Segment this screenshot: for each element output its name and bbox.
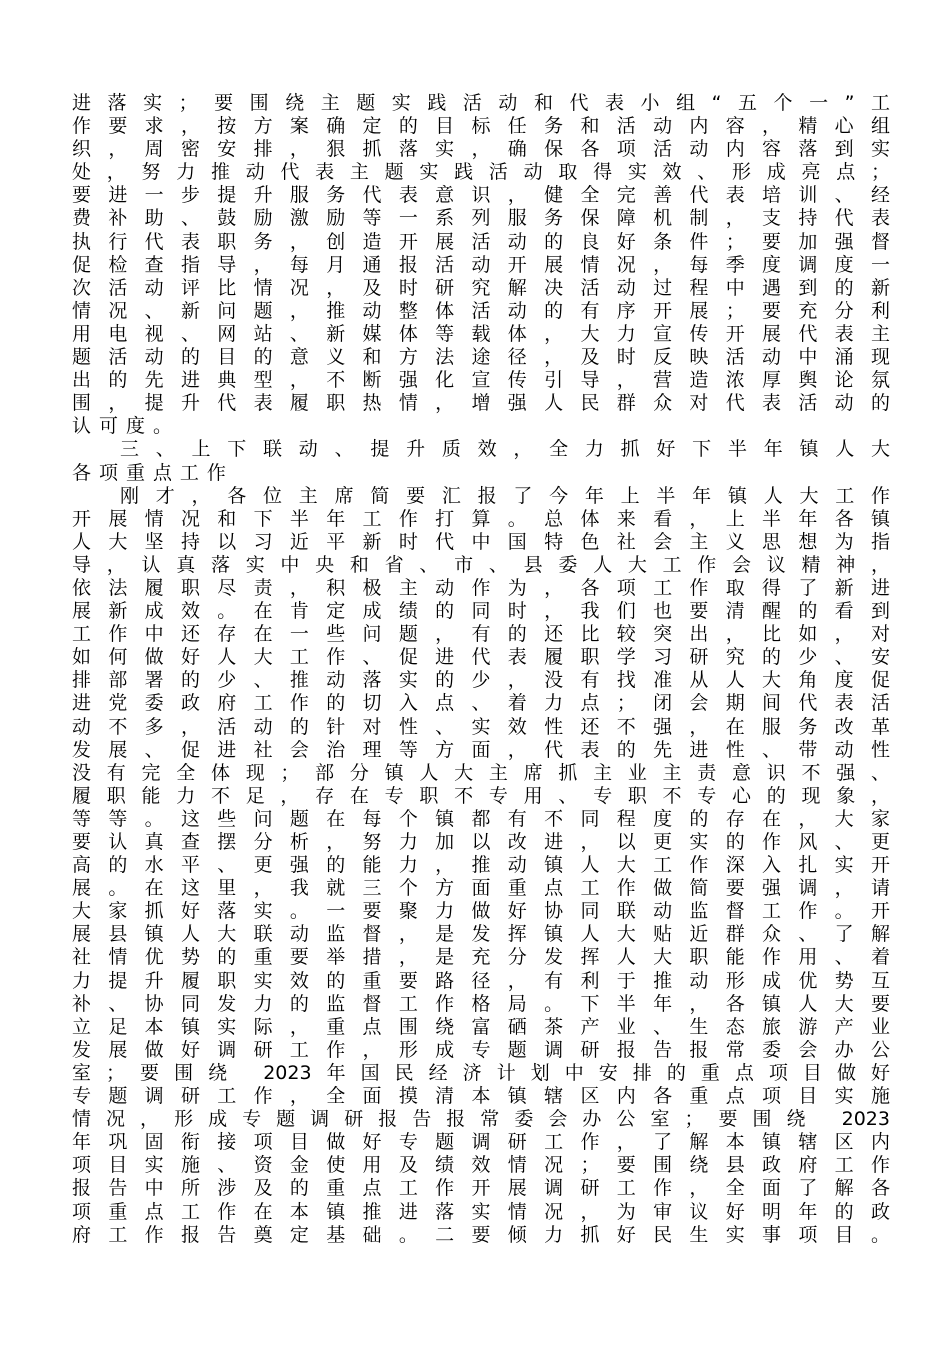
text-line: 处，努力推动代表主题实践活动取得实效、形成亮点；: [72, 161, 890, 184]
text-line: 作要求，按方案确定的目标任务和活动内容，精心组: [72, 115, 890, 138]
text-line: 展新成效。在肯定成绩的同时，我们也要清醒的看到: [72, 600, 890, 623]
text-line: 织，周密安排，狠抓落实，确保各项活动内容落到实: [72, 138, 890, 161]
text-line: 促检查指导，每月通报活动开展情况，每季度调度一: [72, 253, 890, 276]
text-line: 力提升履职实效的重要路径，有利于推动形成优势互: [72, 969, 890, 992]
text-line: 立足本镇实际，重点围绕富硒茶产业、生态旅游产业: [72, 1015, 890, 1038]
text-line: 动不多，活动的针对性、实效性还不强，在服务改革: [72, 715, 890, 738]
text-line: 情况，形成专题调研报告报常委会办公室；要围绕 2023: [72, 1108, 890, 1131]
text-line: 情况、新问题，推动整体活动的有序开展；要充分利: [72, 299, 890, 322]
text-line: 次活动评比情况，及时研究解决活动过程中遇到的新: [72, 276, 890, 299]
text-line: 要进一步提升服务代表意识，健全完善代表培训、经: [72, 184, 890, 207]
text-line: 补、协同发力的监督工作格局。下半年，各镇人大要: [72, 992, 890, 1015]
text-line: 导，认真落实中央和省、市、县委人大工作会议精神，: [72, 553, 890, 576]
text-line: 题活动的目的意义和方法途径，及时反映活动中涌现: [72, 346, 890, 369]
text-line: 如何做好人大工作、促进代表履职学习研究的少、安: [72, 646, 890, 669]
text-line: 展。在这里，我就三个方面重点工作做简要强调，请: [72, 877, 890, 900]
text-line: 项目实施、资金使用及绩效情况；要围绕县政府工作: [72, 1154, 890, 1177]
paragraph-end-line: 认可度。: [72, 415, 180, 438]
body-text: [72, 92, 890, 1247]
text-line: 执行代表职务，创造开展活动的良好条件；要加强督: [72, 230, 890, 253]
text-line: 费补助、鼓励激励等一系列服务保障机制，支持代表: [72, 207, 890, 230]
text-line: 开展情况和下半年工作打算。总体来看，上半年各镇: [72, 507, 890, 530]
text-line: 高的水平、更强的能力，推动镇人大工作深入扎实开: [72, 854, 890, 877]
text-line: 项重点工作在本镇推进落实情况，为审议好明年的政: [72, 1200, 890, 1223]
text-line: 工作中还存在一些问题，有的还比较突出，比如，对: [72, 623, 890, 646]
text-line: 履职能力不足，存在专职不专用、专职不专心的现象，: [72, 784, 890, 807]
text-line: 排部署的少、推动落实的少，没有找准从人大角度促: [72, 669, 890, 692]
text-line: 大家抓好落实。一要聚力做好协同联动监督工作。开: [72, 900, 890, 923]
text-line: 围，提升代表履职热情，增强人民群众对代表活动的: [72, 392, 890, 415]
text-line: 要认真查摆分析，努力加以改进，以更实的作风、更: [72, 831, 890, 853]
text-line: 出的先进典型，不断强化宣传引导，营造浓厚舆论氛: [72, 369, 890, 392]
section-heading-line: 三、上下联动、提升质效，全力抓好下半年镇人大: [120, 438, 890, 461]
text-line: 社情优势的重要举措，是充分发挥人大职能作用、着: [72, 946, 890, 969]
text-line: 进落实；要围绕主题实践活动和代表小组“五个一”工: [72, 92, 890, 114]
text-line: 用电视、网站、新媒体等载体，大力宣传开展代表主: [72, 322, 890, 345]
text-line: 年巩固衔接项目做好专题调研工作，了解本镇辖区内: [72, 1131, 890, 1154]
section-heading-end-line: 各项重点工作: [72, 461, 234, 484]
text-line: 等等。这些问题在每个镇都有不同程度的存在，大家: [72, 807, 890, 830]
text-line: 发展、促进社会治理等方面，代表的先进性、带动性: [72, 738, 890, 761]
text-line: 府工作报告奠定基础。二要倾力抓好民生实事项目。: [72, 1223, 890, 1246]
text-line: 人大坚持以习近平新时代中国特色社会主义思想为指: [72, 530, 890, 553]
text-line: 没有完全体现；部分镇人大主席抓主业主责意识不强、: [72, 761, 890, 784]
text-line: 发展做好调研工作，形成专题调研报告报常委会办公: [72, 1038, 890, 1061]
text-line: 展县镇人大联动监督，是发挥镇人大贴近群众、了解: [72, 923, 890, 946]
text-line: 报告中所涉及的重点工作开展调研工作，全面了解各: [72, 1177, 890, 1200]
text-line: 专题调研工作，全面摸清本镇辖区内各重点项目实施: [72, 1085, 890, 1108]
paragraph-start-line: 刚才，各位主席简要汇报了今年上半年镇人大工作: [120, 484, 890, 507]
text-line: 依法履职尽责，积极主动作为，各项工作取得了新进: [72, 576, 890, 599]
text-line: 室；要围绕 2023年国民经济计划中安排的重点项目做好: [72, 1061, 890, 1084]
text-line: 进党委政府工作的切入点、着力点；闭会期间代表活: [72, 692, 890, 715]
